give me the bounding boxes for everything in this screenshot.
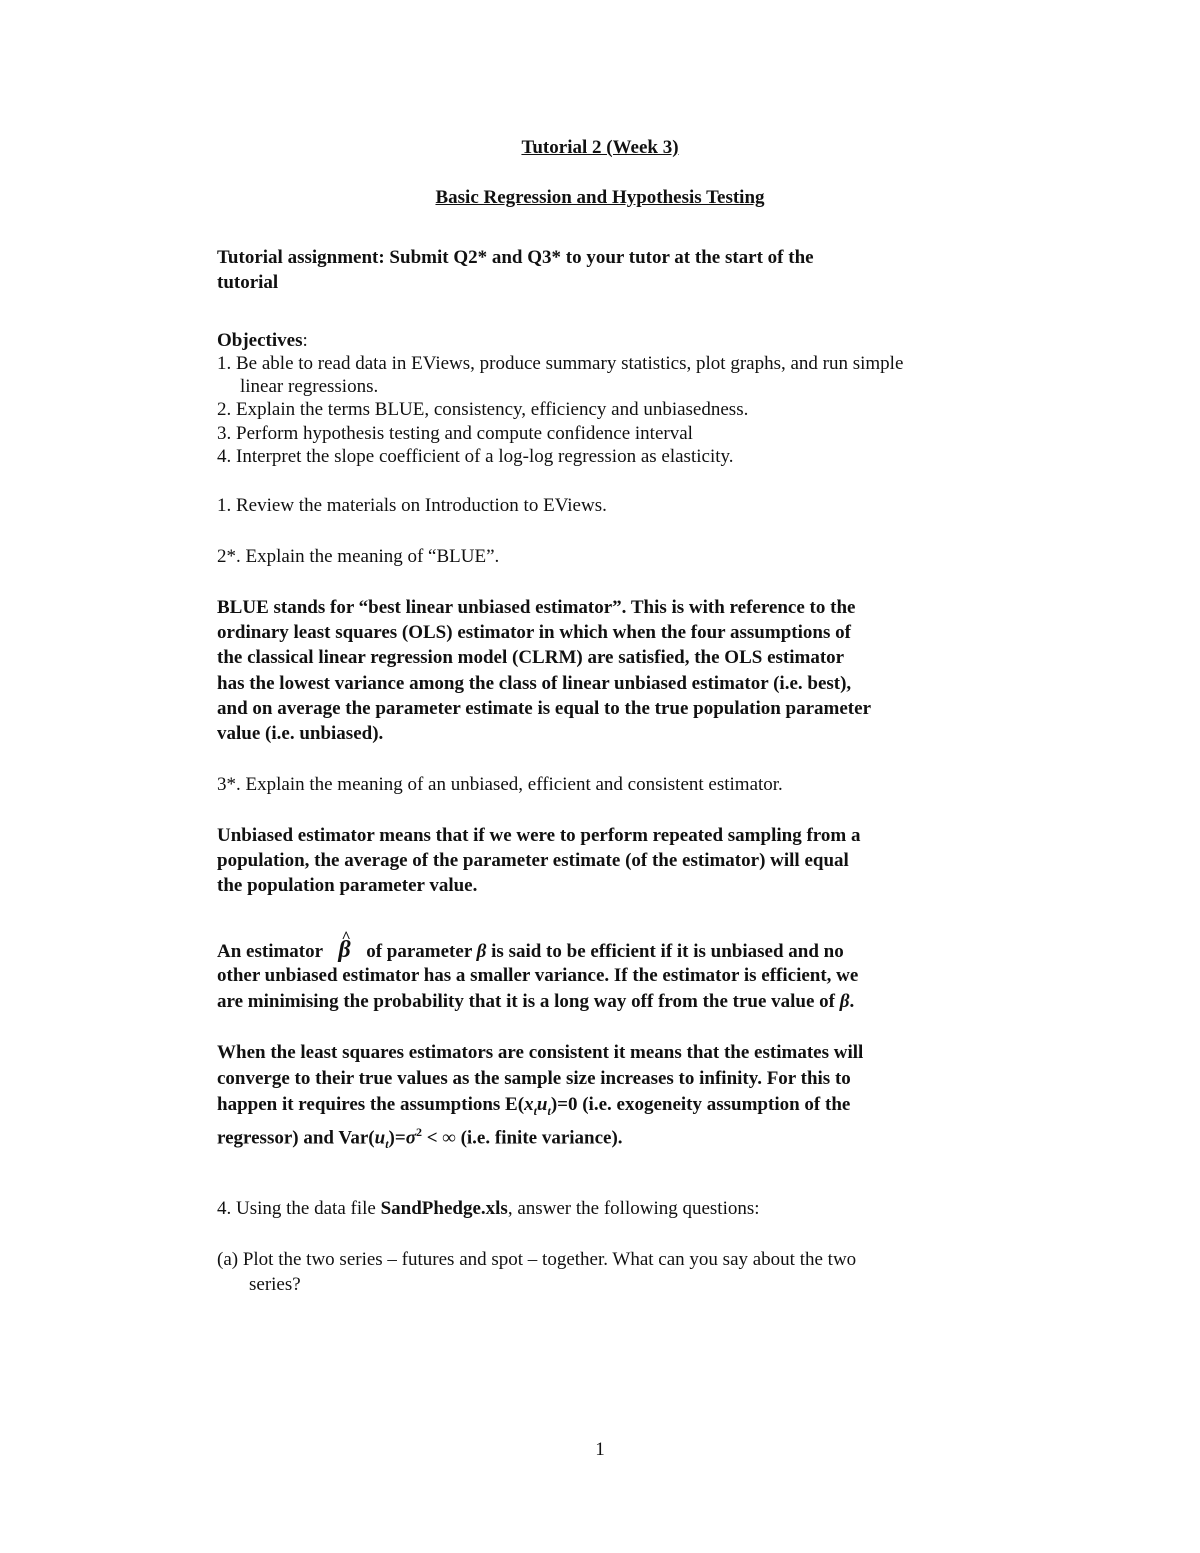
beta-hat-symbol: ^ β (327, 938, 361, 962)
beta-symbol: β (476, 941, 487, 962)
infinity-symbol: ∞ (442, 1127, 456, 1149)
efficient-line-1: An estimator ^ β of parameter β is said to be efficient if it is unbiased and no (217, 938, 844, 964)
document-subtitle: Basic Regression and Hypothesis Testing (435, 187, 765, 208)
assignment-line-1: Tutorial assignment: Submit Q2* and Q3* to your tutor at the start of the (217, 247, 814, 268)
sigma-symbol: σ (405, 1127, 416, 1149)
question-2: 2*. Explain the meaning of “BLUE”. (217, 546, 500, 567)
objective-item-2: 2. Explain the terms BLUE, consistency, efficiency and unbiasedness. (217, 399, 749, 420)
unbiased-line-1: Unbiased estimator means that if we were to perform repeated sampling from a (217, 825, 861, 846)
beta-symbol: β (839, 991, 850, 1012)
assignment-line-2: tutorial (217, 272, 279, 293)
question-4a-cont: series? (249, 1274, 301, 1295)
question-4: 4. Using the data file SandPhedge.xls, answer the following questions: (217, 1198, 760, 1219)
objective-item-1: 1. Be able to read data in EViews, produce summary statistics, plot graphs, and run simple (217, 353, 904, 374)
unbiased-line-3: the population parameter value. (217, 875, 478, 896)
q2-answer-line-6: value (i.e. unbiased). (217, 723, 384, 744)
page-number: 1 (595, 1439, 605, 1460)
unbiased-line-2: population, the average of the parameter estimate (of the estimator) will equal (217, 850, 849, 871)
consistent-line-2: converge to their true values as the sample size increases to infinity. For this to (217, 1068, 851, 1089)
q2-answer-line-2: ordinary least squares (OLS) estimator in which when the four assumptions of (217, 622, 851, 643)
consistent-line-4: regressor) and $Var(u_t)=\sigma^2$ < ∞ (i.e. finite variance). (217, 1125, 623, 1152)
objectives-heading: Objectives: (217, 330, 308, 351)
q2-answer-line-3: the classical linear regression model (CLRM) are satisfied, the OLS estimator (217, 647, 845, 668)
consistent-line-1: When the least squares estimators are consistent it means that the estimates will (217, 1042, 864, 1063)
efficient-line-2: other unbiased estimator has a smaller variance. If the estimator is efficient, we (217, 965, 859, 986)
data-file-name: SandPhedge.xls (380, 1198, 508, 1219)
q2-answer-line-5: and on average the parameter estimate is equal to the true population parameter (217, 698, 871, 719)
consistent-line-3: happen it requires the assumptions $E(x_tu_t)=0$ (i.e. exogeneity assumption of the (217, 1094, 851, 1118)
q2-answer-line-4: has the lowest variance among the class of linear unbiased estimator (i.e. best), (217, 673, 852, 694)
efficient-line-3: are minimising the probability that it is a long way off from the true value of β. (217, 991, 855, 1012)
question-4a: (a) Plot the two series – futures and spot – together. What can you say about the two (217, 1249, 857, 1270)
q2-answer-line-1: BLUE stands for “best linear unbiased estimator”. This is with reference to the (217, 597, 856, 618)
document-title: Tutorial 2 (Week 3) (521, 137, 679, 158)
objective-item-4: 4. Interpret the slope coefficient of a log-log regression as elasticity. (217, 446, 734, 467)
objective-item-1-cont: linear regressions. (240, 376, 379, 397)
question-3: 3*. Explain the meaning of an unbiased, efficient and consistent estimator. (217, 774, 783, 795)
objective-item-3: 3. Perform hypothesis testing and compute confidence interval (217, 423, 693, 444)
question-1: 1. Review the materials on Introduction to EViews. (217, 495, 607, 516)
